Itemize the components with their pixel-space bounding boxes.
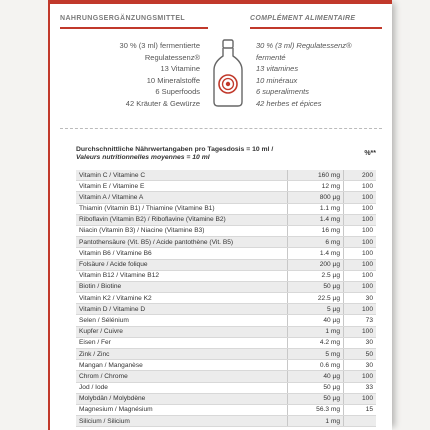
- nutrient-name: Chrom / Chrome: [79, 372, 128, 380]
- top-accent-bar: [50, 0, 392, 4]
- section-divider: [60, 128, 382, 129]
- table-row: [76, 226, 376, 237]
- ingredients-de: [60, 40, 200, 109]
- nutrient-percent: 15: [365, 406, 373, 414]
- label-panel: [48, 0, 392, 430]
- nutrient-percent: 100: [361, 305, 373, 313]
- nutrient-name: Jod / Iode: [79, 384, 108, 392]
- nutrient-name: Vitamin B6 / Vitamine B6: [79, 249, 152, 257]
- nutrient-amount: 160 mg: [318, 171, 340, 179]
- table-row: [76, 248, 376, 259]
- ingredient-fr: 30 % (3 ml) Regulatessenz®: [256, 41, 352, 50]
- nutrient-amount: 1 mg: [325, 328, 340, 336]
- nutrient-amount: 4.2 mg: [319, 339, 340, 347]
- nutrient-amount: 200 µg: [319, 261, 340, 268]
- nutrient-amount: 22.5 µg: [317, 294, 340, 302]
- nutrient-amount: 1.1 mg: [319, 205, 340, 213]
- nutrient-name: Selen / Sélénium: [79, 316, 129, 324]
- nutrient-name: Eisen / Fer: [79, 339, 111, 347]
- nutrient-name: Mangan / Manganèse: [79, 361, 143, 369]
- nutrient-percent: 100: [361, 272, 373, 280]
- table-row: [76, 371, 376, 382]
- nutrient-percent: 50: [365, 350, 373, 358]
- table-row: [76, 215, 376, 226]
- nutrient-amount: 1 mg: [325, 417, 340, 425]
- table-row: [76, 282, 376, 293]
- table-title-de: Durchschnittliche Nährwertangaben pro Tagesdosis = 10 ml /: [76, 146, 274, 153]
- ingredient-fr: 10 minéraux: [256, 75, 298, 85]
- ingredients-fr: [256, 40, 386, 109]
- table-row: [76, 170, 376, 181]
- nutrient-amount: 0.6 mg: [319, 361, 340, 369]
- nutrient-name: Vitamin B12 / Vitamine B12: [79, 272, 160, 280]
- nutrient-percent: 100: [361, 328, 373, 336]
- nutrient-amount: 5 mg: [325, 350, 340, 358]
- nutrient-amount: 1.4 mg: [319, 216, 340, 224]
- table-row: [76, 204, 376, 215]
- nutrient-percent: 73: [365, 316, 373, 324]
- nutrient-name: Vitamin D / Vitamine D: [79, 305, 146, 313]
- nutrient-amount: 2.5 µg: [321, 272, 340, 280]
- nutrient-percent: 30: [365, 339, 373, 347]
- nutrient-name: Folsäure / Acide folique: [79, 261, 148, 268]
- table-row: [76, 181, 376, 192]
- nutrient-amount: 12 mg: [321, 182, 340, 190]
- table-row: [76, 327, 376, 338]
- nutrient-percent: 100: [361, 249, 373, 257]
- table-row: [76, 416, 376, 427]
- ingredient-de: 30 % (3 ml) fermentierte: [119, 41, 200, 50]
- nutrient-amount: 1.4 mg: [319, 249, 340, 257]
- nutrient-percent: 100: [361, 193, 373, 201]
- nutrient-name: Vitamin A / Vitamine A: [79, 193, 144, 201]
- ingredient-fr: 6 superaliments: [256, 87, 309, 96]
- nutrient-percent: 30: [365, 361, 373, 369]
- ingredient-de: 13 Vitamine: [160, 64, 200, 73]
- nutrient-amount: 50 µg: [323, 384, 340, 392]
- nutrient-percent: 100: [361, 216, 373, 224]
- ingredient-de: 42 Kräuter & Gewürze: [125, 98, 200, 108]
- ingredient-de: 6 Superfoods: [155, 87, 200, 96]
- nutrient-name: Vitamin C / Vitamine C: [79, 171, 146, 179]
- nutrient-name: Vitamin K2 / Vitamine K2: [79, 294, 152, 302]
- nutrient-name: Pantothensäure (Vit. B5) / Acide pantothène (Vit. B5): [79, 238, 234, 246]
- table-row: [76, 405, 376, 416]
- table-row: [76, 271, 376, 282]
- nutrient-percent: 100: [361, 238, 373, 246]
- nutrient-name: Kupfer / Cuivre: [79, 328, 123, 336]
- nutrient-amount: 800 µg: [319, 193, 340, 201]
- nutrient-percent: 100: [361, 182, 373, 190]
- nutrient-name: Silicium / Silicium: [79, 417, 130, 425]
- nutrient-name: Zink / Zinc: [79, 350, 110, 358]
- nutrient-name: Riboflavin (Vitamin B2) / Riboflavine (Vitamine B2): [79, 216, 226, 224]
- nutrient-name: Molybdän / Molybdène: [79, 395, 146, 403]
- swirl-icon: [219, 75, 237, 93]
- nutrient-amount: 16 mg: [321, 227, 340, 235]
- nutrient-amount: 50 µg: [323, 283, 340, 291]
- header-row: [60, 6, 382, 28]
- ingredient-fr: 42 herbes et épices: [256, 98, 322, 108]
- table-row: [76, 360, 376, 371]
- table-row: [76, 237, 376, 248]
- nutrient-percent: 30: [365, 294, 373, 302]
- ingredient-fr: 13 vitamines: [256, 64, 299, 73]
- nutrient-percent: 100: [361, 372, 373, 380]
- table-title-fr: Valeurs nutritionnelles moyennes = 10 ml: [76, 154, 210, 161]
- nutrient-name: Magnesium / Magnésium: [79, 406, 153, 414]
- bottle-icon: [208, 38, 248, 108]
- table-row: [76, 394, 376, 405]
- ingredient-de: 10 Mineralstoffe: [146, 75, 200, 85]
- table-row: [76, 338, 376, 349]
- ingredient-de: Regulatessenz®: [144, 52, 200, 62]
- table-row: [76, 260, 376, 271]
- nutrient-name: Niacin (Vitamin B3) / Niacine (Vitamine B3): [79, 227, 205, 235]
- ingredient-fr: fermenté: [256, 52, 286, 62]
- nutrient-amount: 50 µg: [323, 395, 340, 403]
- table-row: [76, 349, 376, 360]
- nutrient-percent: 200: [361, 171, 373, 179]
- table-row: [76, 293, 376, 304]
- nutrient-percent: 33: [365, 384, 373, 392]
- nutrient-amount: 40 µg: [323, 372, 340, 380]
- nutrient-name: Vitamin E / Vitamine E: [79, 182, 145, 190]
- table-pct-header: %**: [364, 150, 376, 157]
- table-row: [76, 192, 376, 203]
- table-row: [76, 304, 376, 315]
- nutrient-amount: 6 mg: [325, 238, 340, 246]
- nutrition-table-header: [76, 146, 376, 162]
- nutrient-percent: 100: [361, 227, 373, 235]
- header-de: NAHRUNGSERGÄNZUNGSMITTEL: [60, 6, 208, 29]
- nutrient-name: Thiamin (Vitamin B1) / Thiamine (Vitamine B1): [79, 205, 215, 213]
- nutrient-name: Biotin / Biotine: [79, 283, 122, 291]
- header-fr: COMPLÉMENT ALIMENTAIRE: [250, 6, 382, 29]
- table-row: [76, 315, 376, 326]
- nutrient-amount: 40 µg: [323, 316, 340, 324]
- nutrient-percent: 100: [361, 395, 373, 403]
- nutrient-percent: 100: [361, 205, 373, 213]
- nutrient-percent: 100: [361, 261, 373, 268]
- nutrient-amount: 5 µg: [327, 305, 340, 313]
- nutrient-percent: 100: [361, 283, 373, 291]
- nutrient-amount: 56.3 mg: [316, 406, 340, 414]
- table-row: [76, 383, 376, 394]
- nutrition-table: [76, 170, 376, 427]
